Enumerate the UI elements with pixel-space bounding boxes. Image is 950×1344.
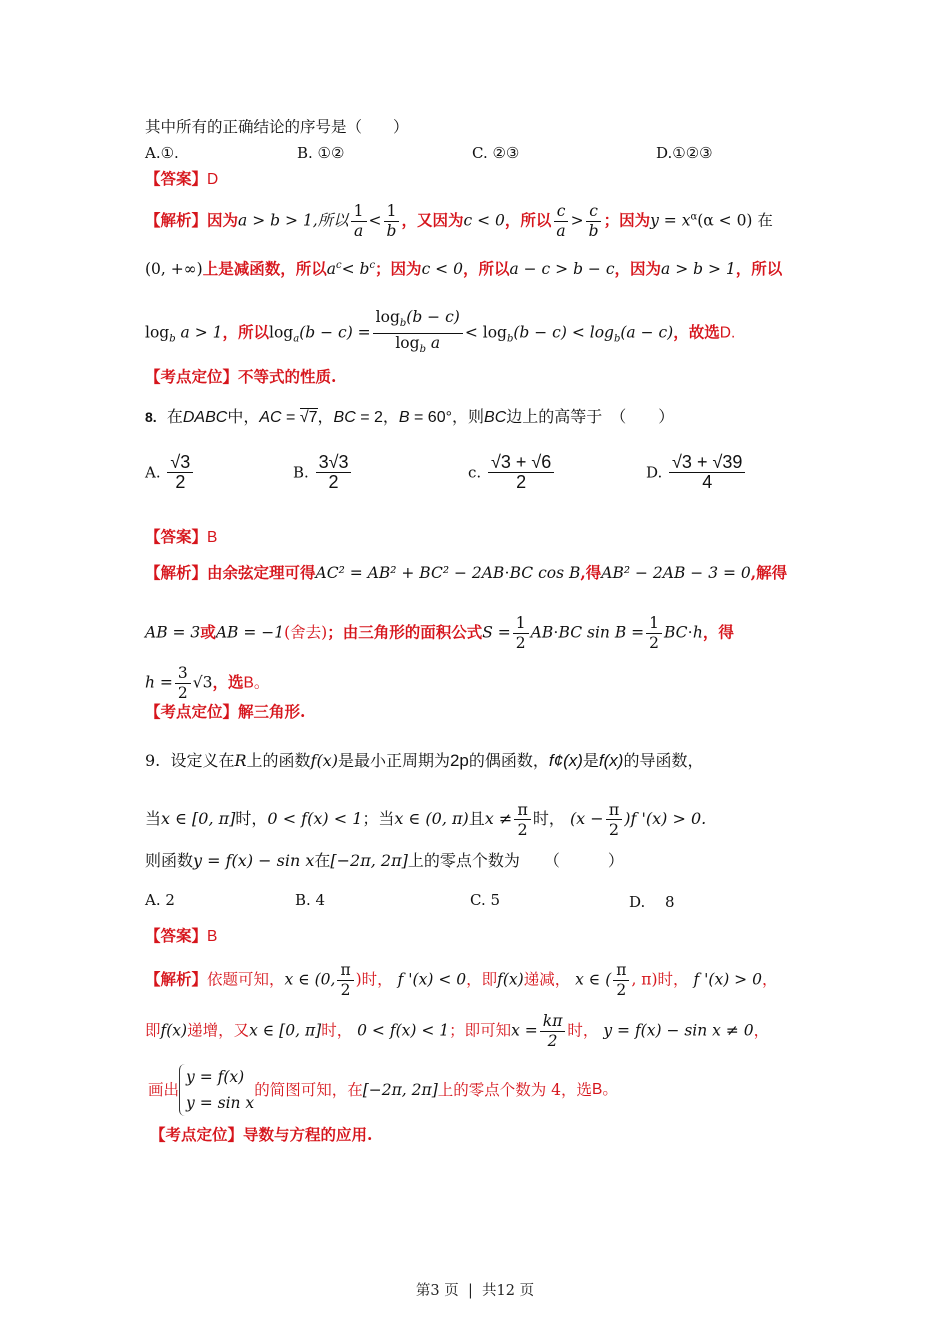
text: )时， (355, 970, 393, 989)
math: h = (145, 673, 173, 692)
q9-analysis-line3 (148, 1064, 618, 1116)
answer-value: B (207, 928, 218, 945)
math: (a − c) (620, 323, 674, 342)
math: AC (259, 409, 282, 426)
fraction: $\frac{1}{a}$ (351, 202, 367, 241)
text: 在 (166, 407, 183, 426)
text: ，所以 (462, 259, 510, 279)
math: < log (464, 323, 507, 342)
option-fraction: $\frac{3√3}{2}$ (316, 453, 352, 492)
math: BC⋅h (664, 623, 703, 642)
math: AB = 3 (145, 623, 201, 642)
text: ；因为 (375, 259, 422, 279)
q9-line1 (145, 751, 703, 771)
option-fraction: $\frac{√3 + √6}{2}$ (488, 453, 554, 492)
math: < (368, 211, 382, 230)
text: 时， (567, 1021, 599, 1040)
text: 上是减函数，所以 (202, 259, 327, 279)
text: 中， (227, 407, 260, 426)
q9-analysis-line2 (145, 1012, 769, 1051)
log-fraction: $\frac{\log_b(b - c)}{\log_b a}$ (373, 308, 463, 359)
q7-analysis-line1 (145, 202, 773, 241)
math: = (281, 409, 300, 426)
q8-option-a: A. $\frac{√3}{2}$ (145, 453, 195, 492)
q7-answer (145, 169, 218, 190)
text: 递减， (523, 970, 571, 989)
text: 递增，又 (187, 1021, 250, 1040)
q9-answer (145, 926, 217, 947)
text: 当 (145, 809, 162, 828)
math: f(x) (160, 1021, 188, 1040)
q8-option-c: c. $\frac{√3 + √6}{2}$ (468, 453, 556, 492)
text: ，则 (452, 407, 485, 426)
q7-analysis-line3 (145, 308, 735, 359)
q7-analysis-line2 (145, 256, 782, 279)
math: c < 0 (421, 260, 463, 279)
math: BC (333, 409, 356, 426)
text: B。 (592, 1081, 618, 1098)
text: 边上的高等于 （ ） (506, 407, 675, 426)
text: ；即可知 (449, 1021, 512, 1040)
page-number: 第3 页 (415, 1283, 459, 1299)
q8-option-b: B. $\frac{3√3}{2}$ (293, 453, 353, 492)
math: (α < 0) 在 (697, 211, 773, 230)
fraction: $\frac{k\pi}{2}$ (540, 1012, 566, 1051)
math: α (690, 211, 698, 223)
text: ；因为 (603, 210, 651, 230)
math: (x − (569, 809, 604, 828)
sqrt: √7 (299, 409, 318, 426)
question-number: 9. (145, 751, 161, 770)
math: a > b > 1 (661, 260, 736, 279)
point-value: 不等式的性质. (238, 367, 337, 386)
text: 即 (145, 1021, 161, 1040)
text: 时， (532, 809, 565, 828)
text: ，所以 (222, 322, 270, 342)
text: 时， (235, 809, 268, 828)
q8-answer (145, 527, 217, 548)
question-number: 8. (145, 409, 157, 425)
text: 上的零点个数为 （ ） (407, 851, 624, 870)
fraction: $\frac{\pi}{2}$ (606, 800, 623, 839)
q7-option-b: B. ①② (297, 144, 345, 162)
fraction: $\frac{\pi}{2}$ (337, 961, 353, 1000)
text: ，因为 (614, 259, 662, 279)
text: (舍去) (284, 623, 328, 642)
text: 因为 (207, 210, 239, 230)
math: log (269, 323, 294, 342)
text: ， (753, 1021, 770, 1040)
math: AB = −1 (215, 623, 285, 642)
text: ，所以 (504, 210, 552, 230)
math: a − c > b − c (509, 260, 615, 279)
text: B。 (243, 674, 270, 692)
text: ，即 (466, 970, 498, 989)
text: ,得 (580, 563, 602, 582)
text: ；当 (362, 809, 395, 828)
math: AB² − 2AB − 3 = 0 (601, 564, 751, 582)
answer-value: B (207, 529, 218, 546)
q9-option-d: D. 8 (629, 893, 675, 911)
math: b (613, 333, 621, 345)
text: 依题可知， (207, 970, 285, 989)
math: x ∈ [0, π] (249, 1021, 322, 1040)
point-value: 导数与方程的应用. (243, 1125, 373, 1144)
math: f(x) (497, 970, 524, 989)
text: 的导函数， (623, 751, 704, 770)
math: [−2π, 2π] (330, 851, 408, 870)
math: )f '(x) > 0. (624, 809, 707, 828)
math: x ∈ (0, (284, 970, 336, 989)
footer-separator: | (467, 1283, 473, 1299)
math: f '(x) < 0 (397, 970, 467, 989)
text: 的简图可知，在 (254, 1081, 363, 1099)
math: x = (511, 1021, 538, 1040)
math: log (145, 323, 170, 342)
text: 时， (321, 1021, 353, 1040)
q9-option-c: C. 5 (470, 891, 501, 909)
text: ，选 (212, 672, 244, 692)
text: 画出 (148, 1081, 180, 1099)
q9-line3 (145, 851, 624, 871)
point-value: 解三角形. (238, 702, 306, 721)
text: 则函数 (145, 851, 194, 870)
fraction: $\frac{3}{2}$ (175, 664, 191, 703)
page-footer (0, 1279, 950, 1300)
math: c (369, 260, 376, 271)
math: AC² = AB² + BC² − 2AB⋅BC cos B (315, 564, 581, 582)
math: f(x) (598, 751, 624, 770)
fraction: $\frac{1}{2}$ (646, 614, 662, 653)
q7-stem-tail: 其中所有的正确结论的序号是（ ） (145, 118, 409, 136)
text: ，故选 (673, 322, 720, 342)
math: R (234, 751, 247, 770)
text: ， (761, 970, 778, 989)
math: y = f(x) − sin x ≠ 0 (603, 1021, 754, 1040)
q9-analysis-line1 (145, 961, 777, 1000)
answer-value: D (207, 171, 219, 188)
math: √3 (192, 673, 213, 692)
analysis-label: 【解析】 (145, 969, 208, 989)
math: < b (341, 260, 370, 279)
math: (0, +∞) (145, 260, 203, 279)
q9-option-a: A. 2 (145, 891, 175, 909)
math: c < 0 (463, 211, 505, 230)
text: 上的函数 (246, 751, 311, 770)
q9-line2 (145, 800, 706, 839)
text: 的偶函数， (468, 751, 549, 770)
text: ，得 (702, 622, 734, 642)
text: ，又因为 (401, 210, 464, 230)
math: [−2π, 2π] (362, 1081, 438, 1099)
text: 设定义在 (170, 751, 235, 770)
math: f¢(x) (548, 751, 583, 770)
text: 由余弦定理可得 (207, 563, 316, 582)
q7-option-d: D.①②③ (656, 144, 713, 162)
fraction: $\frac{\pi}{2}$ (514, 800, 531, 839)
answer-label: 【答案】 (145, 926, 208, 945)
math: = 2， (355, 409, 399, 426)
text: ， (317, 407, 334, 426)
math: S = (482, 623, 511, 642)
q8-analysis-line2 (145, 614, 734, 653)
math: f '(x) > 0 (693, 970, 762, 989)
text: 上的零点个数为 4，选 (437, 1081, 593, 1099)
math: 0 < f(x) < 1 (357, 1021, 450, 1040)
math: f(x) (310, 751, 338, 770)
point-label: 【考点定位】 (145, 367, 239, 386)
answer-label: 【答案】 (145, 527, 208, 546)
math: = 60° (409, 409, 452, 426)
text: 是最小正周期为 (337, 751, 450, 770)
math: x ∈ ( (575, 970, 612, 989)
text: ，所以 (735, 259, 783, 279)
math: a > 1 (175, 323, 223, 342)
q7-option-c: C. ②③ (472, 144, 520, 162)
q7-option-a: A.①. (145, 144, 179, 162)
math: b (506, 333, 514, 345)
answer-label: 【答案】 (145, 169, 208, 188)
math: BC (484, 409, 507, 426)
fraction: $\frac{\pi}{2}$ (613, 961, 629, 1000)
math: y = f(x) − sin x (193, 851, 315, 870)
option-fraction: $\frac{√3 + √39}{4}$ (669, 453, 745, 492)
point-label: 【考点定位】 (150, 1125, 244, 1144)
math: y = x (650, 211, 691, 230)
math: a (326, 260, 336, 279)
math: AB⋅BC sin B = (530, 623, 645, 642)
page-total: 共12 页 (482, 1283, 535, 1299)
option-fraction: $\frac{√3}{2}$ (167, 453, 193, 492)
analysis-label: 【解析】 (145, 210, 208, 230)
text: 在 (314, 851, 331, 870)
math: 2p (449, 751, 469, 770)
equation-system: y = f(x) y = sin x (179, 1064, 254, 1116)
text: ；由三角形的面积公式 (327, 622, 483, 642)
math: b (169, 333, 176, 345)
math: x ∈ (0, π) (394, 809, 469, 828)
q8-analysis-line1 (145, 563, 787, 583)
text: 或 (200, 622, 216, 642)
math: (b − c) < log (513, 323, 614, 342)
text: , π)时， (631, 970, 689, 989)
q8-point (145, 702, 305, 722)
analysis-label: 【解析】 (145, 563, 208, 582)
math: 0 < f(x) < 1 (267, 809, 363, 828)
q8-option-d: D. $\frac{√3 + √39}{4}$ (646, 453, 747, 492)
math: > (570, 211, 584, 230)
q8-analysis-line3 (145, 664, 269, 703)
point-label: 【考点定位】 (145, 702, 239, 721)
fraction: $\frac{c}{b}$ (586, 202, 602, 241)
text: D. (719, 324, 736, 342)
q8-stem (145, 407, 674, 428)
q7-point (145, 367, 336, 387)
math: B (398, 409, 410, 426)
math: c (335, 260, 342, 271)
math: DABC (182, 409, 228, 426)
math: x ≠ (484, 809, 513, 828)
q9-point (150, 1125, 372, 1145)
math: a (293, 333, 300, 345)
math: x ∈ [0, π] (161, 809, 236, 828)
fraction: $\frac{1}{b}$ (384, 202, 400, 241)
math: (b − c) = (299, 323, 371, 342)
text: 是 (582, 751, 599, 770)
text: ,解得 (750, 563, 788, 582)
math: a > b > 1,所以 (238, 211, 349, 230)
fraction: $\frac{c}{a}$ (553, 202, 568, 241)
fraction: $\frac{1}{2}$ (513, 614, 529, 653)
q9-option-b: B. 4 (295, 891, 326, 909)
text: 且 (468, 809, 485, 828)
